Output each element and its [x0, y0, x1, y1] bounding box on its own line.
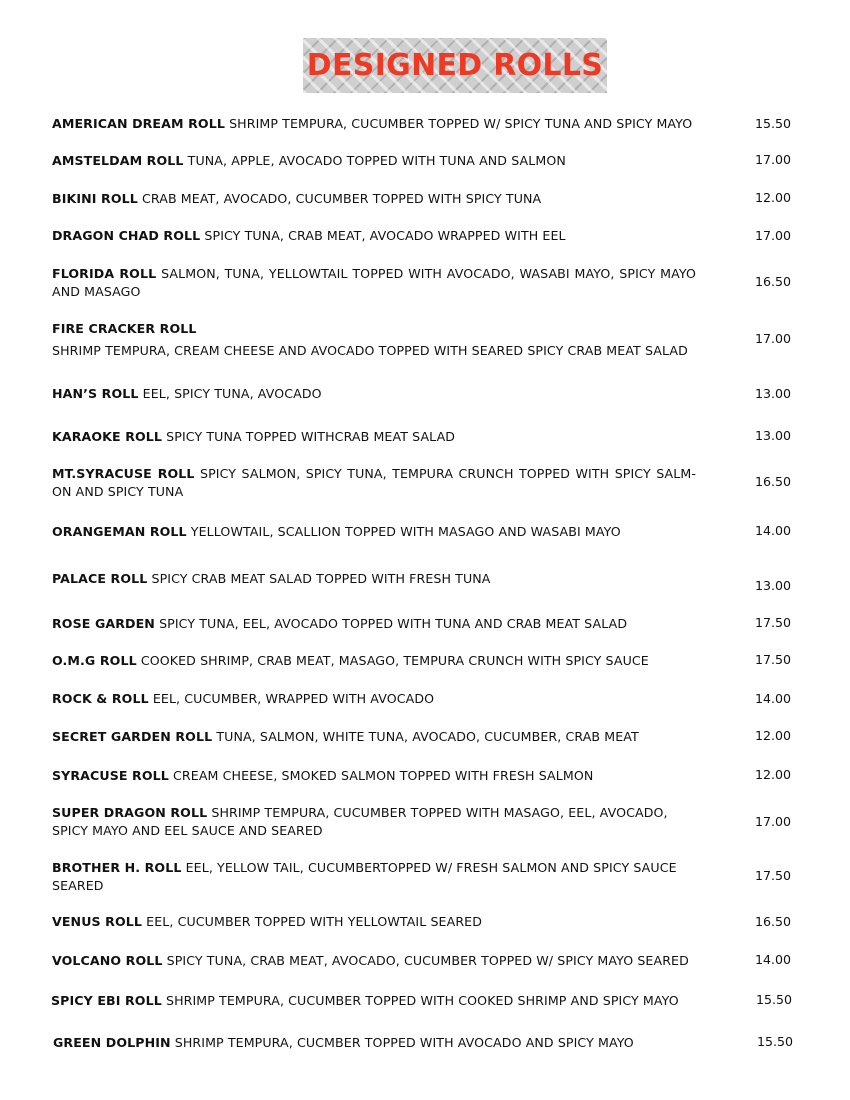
item-description: CREAM CHEESE, SMOKED SALMON TOPPED WITH FRESH SALMON [173, 768, 594, 783]
item-description: EEL, CUCUMBER, WRAPPED WITH AVOCADO [152, 691, 435, 706]
item-name: FIRE CRACKER ROLL [52, 321, 197, 336]
item-price: 17.50 [755, 615, 792, 630]
item-description: SPICY TUNA, CRAB MEAT, AVOCADO, CUCUMBER TOPPED W/ SPICY MAYO SEARED [166, 953, 689, 968]
item-description: SHRIMP TEMPURA, CUCUMBER TOPPED W/ SPICY TUNA AND SPICY MAYO [229, 116, 693, 131]
item-description: YELLOWTAIL, SCALLION TOPPED WITH MASAGO AND WASABI MAYO [190, 524, 621, 539]
menu-item [52, 804, 692, 840]
item-name: ROSE GARDEN [52, 616, 155, 631]
item-price: 16.50 [755, 274, 792, 289]
item-price: 12.00 [755, 728, 792, 743]
item-description: SHRIMP TEMPURA, CUCUMBER TOPPED WITH MASAGO, EEL, AVOCADO, SPICY MAYO AND EEL SAUCE AND SEARED [52, 805, 668, 838]
menu-item [52, 570, 696, 588]
item-name: KARAOKE ROLL [52, 429, 163, 444]
item-name: O.M.G ROLL [52, 653, 137, 668]
menu-item [52, 523, 696, 541]
item-price: 15.50 [757, 1034, 794, 1049]
item-name: SUPER DRAGON ROLL [52, 805, 208, 820]
menu-item [53, 1034, 697, 1052]
item-description: SPICY SALMON, SPICY TUNA, TEMPURA CRUNCH TOPPED WITH SPICY SALM-ON AND SPICY TUNA [52, 466, 696, 499]
item-description: EEL, YELLOW TAIL, CUCUMBERTOPPED W/ FRESH SALMON AND SPICY SAUCE SEARED [52, 860, 677, 893]
menu-item [52, 652, 696, 670]
menu-item [52, 913, 696, 931]
item-name: AMERICAN DREAM ROLL [52, 116, 225, 131]
item-description: SHRIMP TEMPURA, CUCUMBER TOPPED WITH COOKED SHRIMP AND SPICY MAYO [165, 993, 679, 1008]
item-price: 15.50 [756, 992, 793, 1007]
item-price: 16.50 [755, 914, 792, 929]
item-description: SPICY TUNA TOPPED WITHCRAB MEAT SALAD [166, 429, 456, 444]
item-name: SECRET GARDEN ROLL [52, 729, 213, 744]
item-name: FLORIDA ROLL [52, 266, 157, 281]
item-description: TUNA, SALMON, WHITE TUNA, AVOCADO, CUCUMBER, CRAB MEAT [216, 729, 639, 744]
menu-item [52, 227, 696, 245]
menu-item [52, 115, 696, 133]
item-description: TUNA, APPLE, AVOCADO TOPPED WITH TUNA AND SALMON [187, 153, 566, 168]
menu-item [52, 152, 696, 170]
item-description: EEL, SPICY TUNA, AVOCADO [142, 386, 322, 401]
menu-item [52, 320, 696, 360]
item-price: 17.50 [755, 868, 792, 883]
item-price: 16.50 [755, 474, 792, 489]
title-banner [303, 38, 607, 93]
item-price: 14.00 [755, 952, 792, 967]
item-description: SPICY CRAB MEAT SALAD TOPPED WITH FRESH TUNA [151, 571, 491, 586]
item-name: SYRACUSE ROLL [52, 768, 169, 783]
item-price: 14.00 [755, 691, 792, 706]
item-name: SPICY EBI ROLL [51, 993, 162, 1008]
menu-item [52, 690, 696, 708]
item-price: 13.00 [755, 386, 792, 401]
menu-item [52, 952, 696, 970]
item-name: AMSTELDAM ROLL [52, 153, 184, 168]
item-price: 17.00 [755, 152, 792, 167]
item-name: ROCK & ROLL [52, 691, 149, 706]
menu-item [52, 265, 696, 301]
item-description: CRAB MEAT, AVOCADO, CUCUMBER TOPPED WITH SPICY TUNA [142, 191, 542, 206]
item-description: SPICY TUNA, EEL, AVOCADO TOPPED WITH TUNA AND CRAB MEAT SALAD [159, 616, 628, 631]
item-price: 15.50 [755, 116, 792, 131]
item-description: SPICY TUNA, CRAB MEAT, AVOCADO WRAPPED WITH EEL [204, 228, 566, 243]
menu-item [52, 465, 696, 501]
item-price: 13.00 [755, 428, 792, 443]
item-price: 12.00 [755, 190, 792, 205]
item-price: 17.00 [755, 228, 792, 243]
page-title: DESIGNED ROLLS [306, 48, 604, 83]
item-description: COOKED SHRIMP, CRAB MEAT, MASAGO, TEMPURA CRUNCH WITH SPICY SAUCE [140, 653, 649, 668]
item-price: 17.50 [755, 652, 792, 667]
menu-item [52, 859, 692, 895]
menu-item [52, 190, 696, 208]
item-description: EEL, CUCUMBER TOPPED WITH YELLOWTAIL SEARED [146, 914, 483, 929]
item-name: BROTHER H. ROLL [52, 860, 182, 875]
item-name: GREEN DOLPHIN [53, 1035, 171, 1050]
item-name: MT.SYRACUSE ROLL [52, 466, 195, 481]
item-name: BIKINI ROLL [52, 191, 138, 206]
item-price: 12.00 [755, 767, 792, 782]
menu-item [52, 767, 696, 785]
item-price: 17.00 [755, 331, 792, 346]
menu-item [52, 615, 696, 633]
item-price: 17.00 [755, 814, 792, 829]
item-price: 13.00 [755, 578, 792, 593]
menu-item [52, 428, 696, 446]
item-description: SHRIMP TEMPURA, CREAM CHEESE AND AVOCADO TOPPED WITH SEARED SPICY CRAB MEAT SALAD [52, 343, 688, 358]
menu-item [51, 992, 695, 1010]
item-name: ORANGEMAN ROLL [52, 524, 187, 539]
item-name: VENUS ROLL [52, 914, 143, 929]
menu-item [52, 385, 696, 403]
item-description: SHRIMP TEMPURA, CUCMBER TOPPED WITH AVOCADO AND SPICY MAYO [174, 1035, 634, 1050]
menu-item [52, 728, 696, 746]
item-name: HAN’S ROLL [52, 386, 139, 401]
item-name: DRAGON CHAD ROLL [52, 228, 201, 243]
item-name: VOLCANO ROLL [52, 953, 163, 968]
item-name: PALACE ROLL [52, 571, 148, 586]
item-price: 14.00 [755, 523, 792, 538]
item-description: SALMON, TUNA, YELLOWTAIL TOPPED WITH AVOCADO, WASABI MAYO, SPICY MAYO AND MASAGO [52, 266, 697, 299]
